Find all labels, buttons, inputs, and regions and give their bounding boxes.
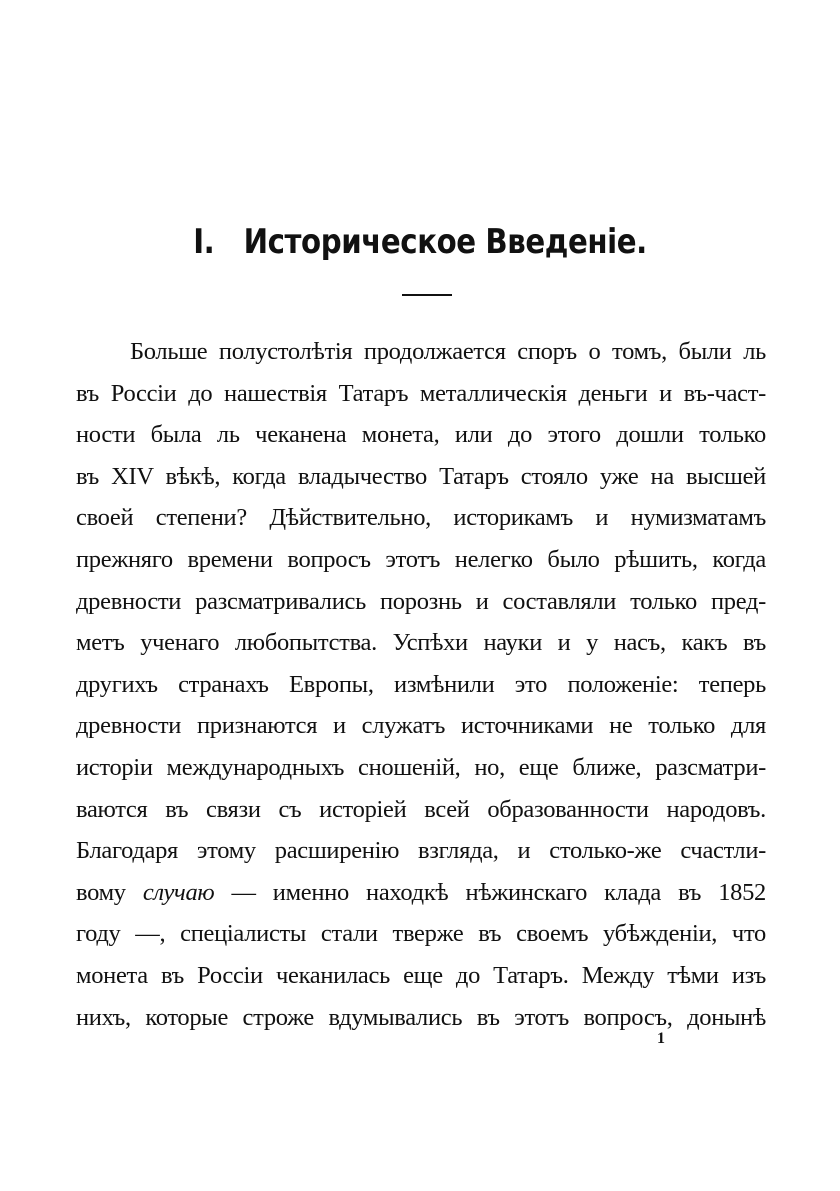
text-line: ваются въ связи съ исторіей всей образованности народовъ. bbox=[76, 795, 766, 823]
page-signature-mark: 1 bbox=[657, 1030, 665, 1047]
text-line: монета въ Россіи чеканилась еще до Татаръ. Между тѣми изъ bbox=[76, 961, 766, 989]
text-line: году —, спеціалисты стали тверже въ своемъ убѣжденіи, что bbox=[76, 920, 766, 948]
text-line: въ Россіи до нашествія Татаръ металлическія деньги и въ-част- bbox=[76, 379, 766, 407]
emphasized-word: случаю bbox=[142, 878, 215, 906]
text-line: ности была ль чеканена монета, или до этого дошли только bbox=[76, 421, 766, 449]
text-line: исторіи международныхъ сношеній, но, еще ближе, разсматри- bbox=[76, 753, 766, 781]
text-line: Благодаря этому расширенію взгляда, и столько-же счастли- bbox=[76, 837, 766, 865]
chapter-heading bbox=[59, 222, 781, 262]
text-line: въ XIV вѣкѣ, когда владычество Татаръ стояло уже на высшей bbox=[76, 462, 766, 490]
text-line: своей степени? Дѣйствительно, историкамъ и нумизматамъ bbox=[76, 504, 766, 532]
text-line: Больше полустолѣтія продолжается споръ о томъ, были ль bbox=[130, 338, 766, 365]
text-line: прежняго времени вопросъ этотъ нелегко было рѣшить, когда bbox=[76, 545, 766, 573]
text-line: нихъ, которые строже вдумывались въ этотъ вопросъ, донынѣ bbox=[76, 1003, 766, 1031]
text-segment: вому bbox=[76, 878, 126, 906]
text-line: метъ ученаго любопытства. Успѣхи науки и у насъ, какъ въ bbox=[76, 629, 766, 657]
text-line-with-emphasis bbox=[76, 872, 766, 914]
text-line: другихъ странахъ Европы, измѣнили это положеніе: теперь bbox=[76, 670, 766, 698]
chapter-number: I. bbox=[193, 222, 215, 262]
heading-divider bbox=[402, 294, 452, 296]
text-line: древности разсматривались порознь и составляли только пред- bbox=[76, 587, 766, 615]
chapter-title: Историческое Введеніе. bbox=[243, 222, 647, 262]
text-segment: — именно находкѣ нѣжинскаго клада въ 1852 bbox=[231, 878, 766, 906]
text-line: древности признаются и служатъ источниками не только для bbox=[76, 712, 766, 740]
body-paragraph bbox=[76, 331, 766, 1038]
